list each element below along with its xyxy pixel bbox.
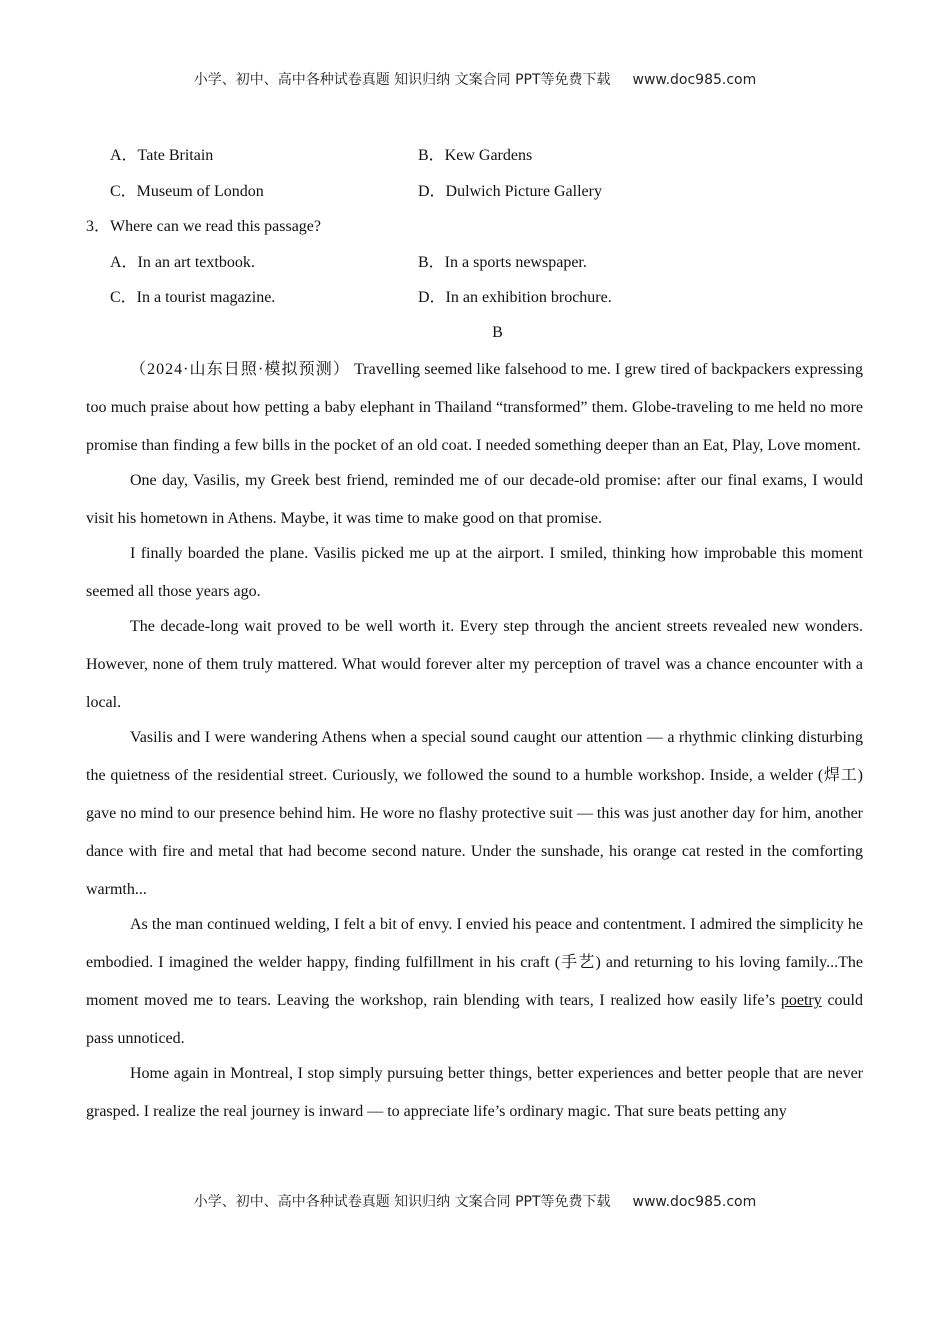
passage-source: （2024·山东日照·模拟预测） <box>130 361 350 378</box>
header-text: 小学、初中、高中各种试卷真题 知识归纳 文案合同 PPT等免费下载 <box>193 72 611 88</box>
q2-option-d: D．Dulwich Picture Gallery <box>418 183 602 200</box>
paragraph-1: （2024·山东日照·模拟预测） Travelling seemed like falsehood to me. I grew tired of backpackers expressing too much praise about how petting a baby elephant in Thailand “transformed” them. Globe-traveling to me held no more promise than finding a few bills in the pocket of an old coat. I needed something deeper than an Eat, Play, Love moment. <box>86 361 863 454</box>
reading-passage <box>86 351 863 1128</box>
q3-option-d: D．In an exhibition brochure. <box>418 289 612 306</box>
q2-option-b: B．Kew Gardens <box>418 147 533 164</box>
paragraph-3: I finally boarded the plane. Vasilis picked me up at the airport. I smiled, thinking how improbable this moment seemed all those years ago. <box>86 545 863 600</box>
footer-url[interactable]: www.doc985.com <box>632 1194 757 1210</box>
header-url[interactable]: www.doc985.com <box>632 72 757 88</box>
page-footer <box>0 1191 950 1211</box>
q3-option-c: C．In a tourist magazine. <box>110 289 276 306</box>
q2-option-a: A．Tate Britain <box>110 147 214 164</box>
underlined-word: poetry <box>780 992 822 1009</box>
q2-option-c: C．Museum of London <box>110 183 264 200</box>
page-header <box>0 69 950 89</box>
paragraph-2: One day, Vasilis, my Greek best friend, reminded me of our decade-old promise: after our final exams, I would visit his hometown in Athens. Maybe, it was time to make good on that promise. <box>86 472 863 527</box>
paragraph-5: Vasilis and I were wandering Athens when a special sound caught our attention — a rhythmic clinking disturbing the quietness of the residential street. Curiously, we followed the sound to a humble workshop. Inside, a welder (焊工) gave no mind to our presence behind him. He wore no flashy protective suit — this was just another day for him, another dance with fire and metal that had become second nature. Under the sunshade, his orange cat rested in the comforting warmth... <box>86 729 863 898</box>
q3-option-b: B．In a sports newspaper. <box>418 254 587 271</box>
footer-text: 小学、初中、高中各种试卷真题 知识归纳 文案合同 PPT等免费下载 <box>193 1194 611 1210</box>
paragraph-6: As the man continued welding, I felt a bit of envy. I envied his peace and contentment. I admired the simplicity he embodied. I imagined the welder happy, finding fulfillment in his craft (手艺) and returning to his loving family...The moment moved me to tears. Leaving the workshop, rain blending with tears, I realized how easily life’s poetry could pass unnoticed. <box>86 916 864 1047</box>
q3-stem: 3．Where can we read this passage? <box>86 218 322 235</box>
section-label: B <box>492 324 503 341</box>
q3-option-a: A．In an art textbook. <box>110 254 255 271</box>
paragraph-7: Home again in Montreal, I stop simply pursuing better things, better experiences and better people that are never grasped. I realize the real journey is inward — to appreciate life’s ordinary magic. That sure beats petting any <box>86 1065 863 1120</box>
paragraph-4: The decade-long wait proved to be well worth it. Every step through the ancient streets revealed new wonders. However, none of them truly mattered. What would forever alter my perception of travel was a chance encounter with a local. <box>86 618 863 711</box>
